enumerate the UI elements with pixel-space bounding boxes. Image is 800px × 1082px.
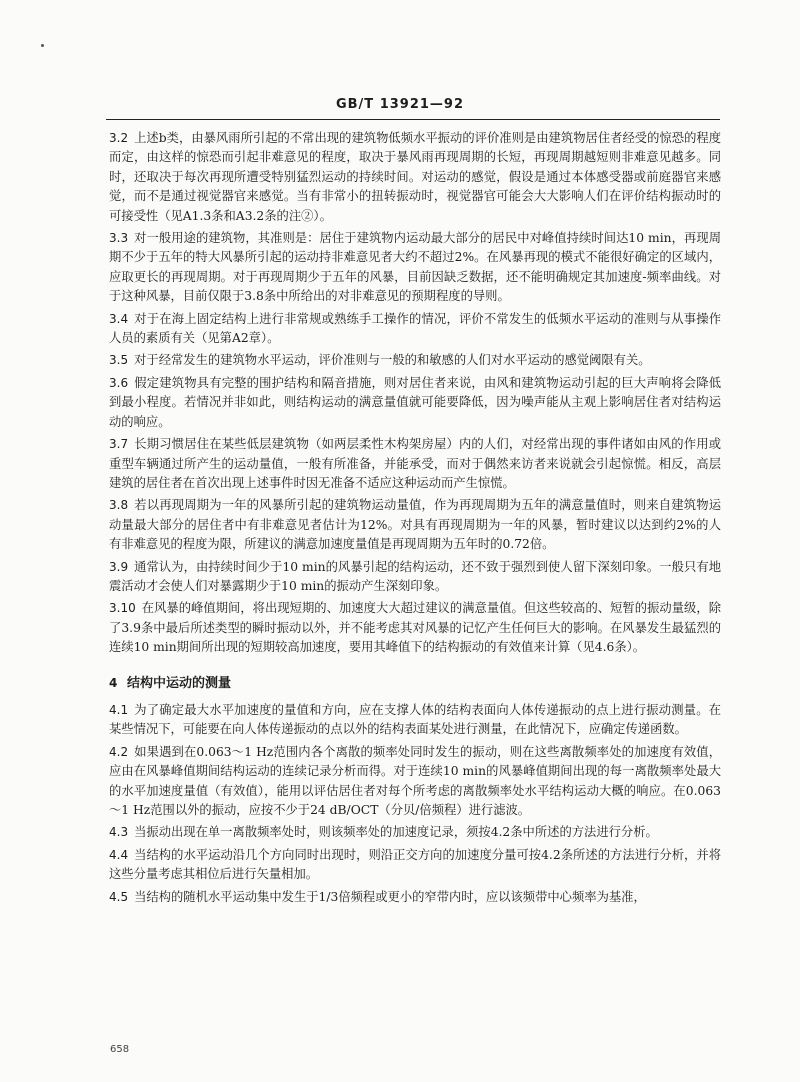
clause-paragraph <box>109 229 721 307</box>
header-rule <box>106 119 720 120</box>
clause-paragraph <box>109 435 721 493</box>
clause-number: 4.1 <box>109 702 129 717</box>
clause-number: 3.4 <box>109 311 129 326</box>
clause-text: 若以再现周期为一年的风暴所引起的建筑物运动量值，作为再现周期为五年的满意量值时，则来自建筑物运动量最大部分的居住者中有非难意见者估计为12%。对具有再现周期为一年的风暴，暂时建议以达到约2%的人有非难意见的程度为限，所建议的满意加速度量值是再现周期为五年时的0.72倍。 <box>109 498 721 552</box>
body-text <box>109 129 721 910</box>
clause-paragraph <box>109 351 721 370</box>
clause-text: 对一般用途的建筑物，其准则是：居住于建筑物内运动最大部分的居民中对峰值持续时间达10 min，再现周期不少于五年的特大风暴所引起的运动持非难意见者大约不超过2%。在风暴再现的模式不能很好确定的区域内，应取更长的再现周期。对于再现周期少于五年的风暴，目前因缺乏数据，还不能明确规定其加速度-频率曲线。对于这种风暴，目前仅限于3.8条中所给出的对非难意见的预期程度的导则。 <box>109 231 721 304</box>
clauses-4 <box>109 701 721 907</box>
clause-text: 如果遇到在0.063～1 Hz范围内各个离散的频率处同时发生的振动，则在这些离散频率处的加速度有效值，应由在风暴峰值期间结构运动的连续记录分析而得。对于连续10 min的风暴峰值期间出现的每一离散频率处最大的水平加速度量值（有效值），能用以评估居住者对每个所考虑的离散频率处水平结构运动大概的响应。在0.063～1 Hz范围以外的振动，应按不少于24 dB/OCT（分贝/倍频程）进行滤波。 <box>109 744 721 817</box>
clause-text: 为了确定最大水平加速度的量值和方向，应在支撑人体的结构表面向人体传递振动的点上进行振动测量。在某些情况下，可能要在向人体传递振动的点以外的结构表面某处进行测量，在此情况下，应确定传递函数。 <box>109 702 721 737</box>
clause-number: 3.8 <box>109 498 129 513</box>
clause-number: 3.2 <box>109 131 129 145</box>
section-heading <box>109 674 721 693</box>
clause-paragraph <box>109 310 721 349</box>
clause-number: 4.2 <box>109 744 129 759</box>
clause-paragraph <box>109 846 721 885</box>
clause-paragraph <box>109 701 721 740</box>
clause-number: 4.3 <box>109 825 129 840</box>
clause-text: 上述b类，由暴风雨所引起的不常出现的建筑物低频水平振动的评价准则是由建筑物居住者经受的惊恐的程度而定，由这样的惊恐而引起非难意见的程度，取决于暴风雨再现周期的长短，再现周期越短则非难意见越多。同时，还取决于每次再现所遭受特别猛烈运动的持续时间。对运动的感觉，假设是通过本体感受器或前庭器官来感觉，而不是通过视觉器官来感觉。当有非常小的扭转振动时，视觉器官可能会大大影响人们在评价结构振动时的可接受性（见A1.3条和A3.2条的注②）。 <box>109 131 721 223</box>
clause-text: 在风暴的峰值期间，将出现短期的、加速度大大超过建议的满意量值。但这些较高的、短暂的振动量级，除了3.9条中最后所述类型的瞬时振动以外，并不能考虑其对风暴的记忆产生任何巨大的影响。在风暴发生最猛烈的连续10 min期间所出现的短期较高加速度，要用其峰值下的结构振动的有效值来计算（见4.6条）。 <box>109 601 721 655</box>
clause-text: 对于经常发生的建筑物水平运动，评价准则与一般的和敏感的人们对水平运动的感觉阈限有关。 <box>134 353 651 368</box>
clause-paragraph <box>109 374 721 432</box>
page-number: 658 <box>110 1044 130 1055</box>
clause-paragraph <box>109 599 721 657</box>
clause-text: 当结构的水平运动沿几个方向同时出现时，则沿正交方向的加速度分量可按4.2条所述的方法进行分析，并将这些分量考虑其相位后进行矢量相加。 <box>109 847 721 882</box>
section-title: 结构中运动的测量 <box>126 675 231 691</box>
clause-paragraph <box>109 743 721 821</box>
scan-speck <box>41 44 44 47</box>
clause-text: 对于在海上固定结构上进行非常规或熟练手工操作的情况，评价不常发生的低频水平运动的准则与从事操作人员的素质有关（见第A2章）。 <box>109 311 721 346</box>
clause-text: 当振动出现在单一离散频率处时，则该频率处的加速度记录，须按4.2条中所述的方法进行分析。 <box>134 825 658 840</box>
clause-text: 长期习惯居住在某些低层建筑物（如两层柔性木构架房屋）内的人们，对经常出现的事件诸如由风的作用或重型车辆通过所产生的运动量值，一般有所准备，并能承受，而对于偶然来访者来说就会引起惊慌。相反，高层建筑的居住者在首次出现上述事件时因无准备不适应这种运动而产生惊慌。 <box>109 437 721 490</box>
clause-number: 4.4 <box>109 847 129 862</box>
clause-number: 3.10 <box>109 601 136 616</box>
clause-number: 3.6 <box>109 375 129 390</box>
clause-number: 3.7 <box>109 437 129 452</box>
section-number: 4 <box>109 675 118 690</box>
clause-number: 3.5 <box>109 353 129 368</box>
standard-header: GB/T 13921—92 <box>335 97 465 112</box>
clause-paragraph <box>109 888 721 907</box>
clause-paragraph <box>109 129 721 226</box>
clause-paragraph <box>109 823 721 842</box>
clause-text: 通常认为，由持续时间少于10 min的风暴引起的结构运动，还不致于强烈到使人留下深刻印象。一般只有地震活动才会使人们对暴露期少于10 min的振动产生深刻印象。 <box>109 559 721 593</box>
clause-paragraph <box>109 558 721 597</box>
clause-number: 4.5 <box>109 889 129 904</box>
clause-number: 3.9 <box>109 559 129 574</box>
clause-number: 3.3 <box>109 231 129 246</box>
clause-paragraph <box>109 496 721 554</box>
clause-text: 当结构的随机水平运动集中发生于1/3倍频程或更小的窄带内时，应以该频带中心频率为基准， <box>134 889 646 904</box>
clause-text: 假定建筑物具有完整的围护结构和隔音措施，则对居住者来说，由风和建筑物运动引起的巨大声响将会降低到最小程度。若情况并非如此，则结构运动的满意量值就可能要降低，因为噪声能从主观上影响居住者对结构运动的响应。 <box>109 375 721 429</box>
clauses-3 <box>109 129 721 658</box>
